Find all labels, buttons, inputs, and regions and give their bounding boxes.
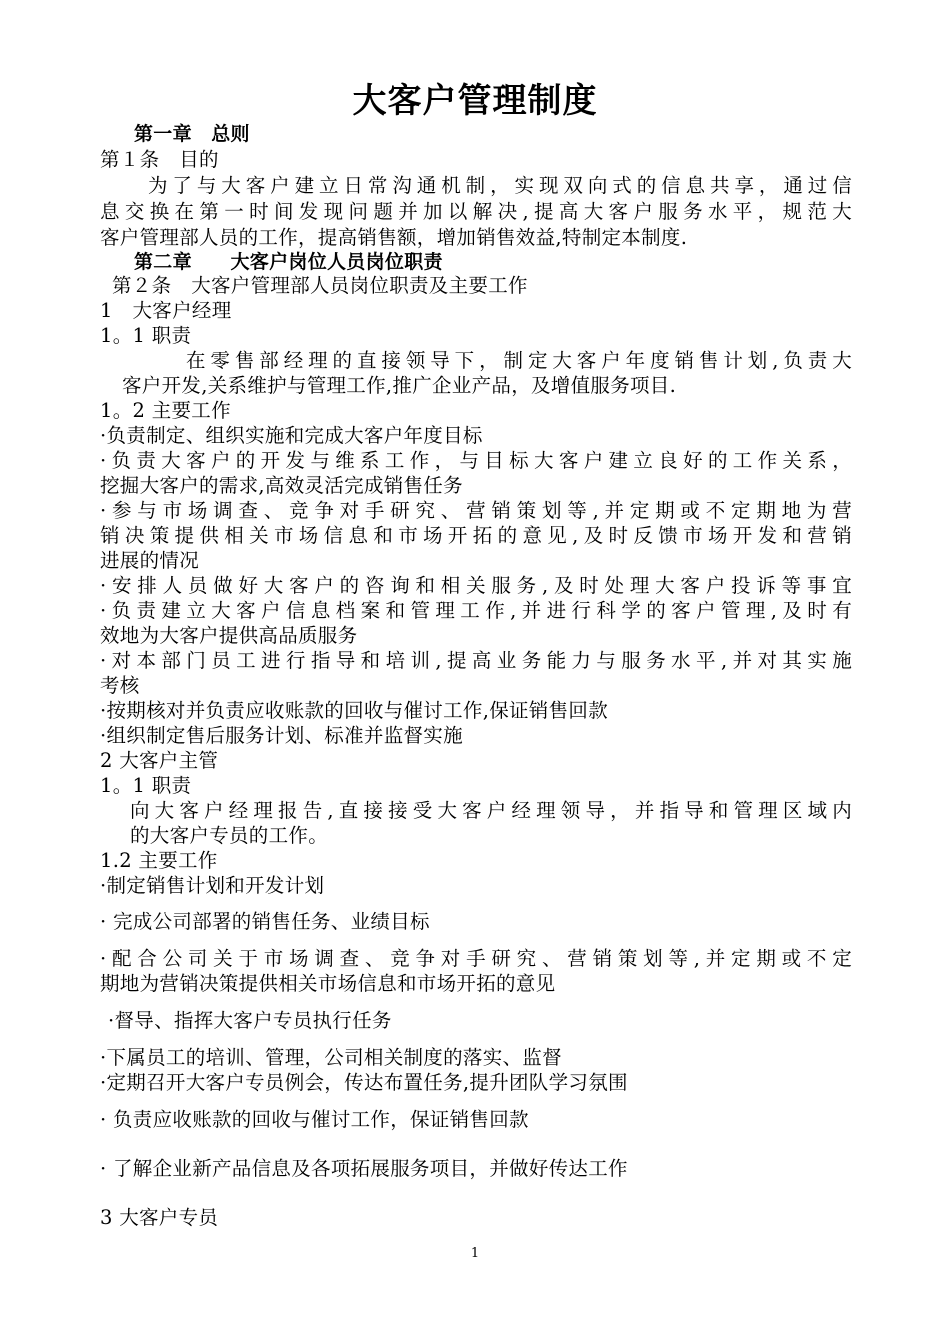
list-item: ·组织制定售后服务计划、标准并监督实施 — [100, 724, 463, 747]
paragraph-line: 在零售部经理的直接领导下，制定大客户年度销售计划,负责大 — [186, 349, 852, 372]
paragraph-line: 向大客户经理报告,直接接受大客户经理领导，并指导和管理区域内 — [130, 799, 852, 822]
page-number: 1 — [470, 1246, 480, 1261]
list-item-continuation: 期地为营销决策提供相关市场信息和市场开拓的意见 — [100, 972, 556, 995]
list-item: ·安排人员做好大客户的咨询和相关服务,及时处理大客户投诉等事宜 — [100, 574, 852, 597]
list-item: · 了解企业新产品信息及各项拓展服务项目，并做好传达工作 — [100, 1157, 628, 1180]
list-item: ·负责建立大客户信息档案和管理工作,并进行科学的客户管理,及时有 — [100, 599, 852, 622]
list-item-continuation: 进展的情况 — [100, 549, 200, 572]
paragraph-line: 为了与大客户建立日常沟通机制，实现双向式的信息共享，通过信 — [148, 174, 852, 197]
list-item-continuation: 效地为大客户提供高品质服务 — [100, 624, 358, 647]
subsection-heading: 1。1 职责 — [100, 324, 192, 347]
list-item: ·下属员工的培训、管理，公司相关制度的落实、监督 — [100, 1046, 562, 1069]
subsection-heading: 1.2 主要工作 — [100, 849, 218, 872]
list-item: ·负责大客户的开发与维系工作，与目标大客户建立良好的工作关系， — [100, 449, 852, 472]
list-item: ·制定销售计划和开发计划 — [100, 874, 325, 897]
article-1-heading: 第１条 目的 — [100, 148, 219, 171]
list-item: ·定期召开大客户专员例会，传达布置任务,提升团队学习氛围 — [100, 1071, 628, 1094]
list-item: ·对本部门员工进行指导和培训,提高业务能力与服务水平,并对其实施 — [100, 649, 852, 672]
chapter-1-heading: 第一章 总则 — [134, 123, 250, 145]
list-item-continuation: 考核 — [100, 674, 140, 697]
section-heading: 3 大客户专员 — [100, 1206, 219, 1229]
list-item: ·负责制定、组织实施和完成大客户年度目标 — [100, 424, 483, 447]
list-item-continuation: 挖掘大客户的需求,高效灵活完成销售任务 — [100, 474, 463, 497]
paragraph-line: 的大客户专员的工作。 — [130, 824, 329, 847]
section-heading: 1 大客户经理 — [100, 299, 232, 322]
list-item: ·配合公司关于市场调查、竞争对手研究、营销策划等,并定期或不定 — [100, 947, 852, 970]
article-2-heading: 第２条 大客户管理部人员岗位职责及主要工作 — [112, 274, 528, 297]
list-item: · 负责应收账款的回收与催讨工作，保证销售回款 — [100, 1108, 529, 1131]
subsection-heading: 1。1 职责 — [100, 774, 192, 797]
section-heading: 2 大客户主管 — [100, 749, 219, 772]
document-title: 大客户管理制度 — [352, 81, 598, 121]
paragraph-line: 客户管理部人员的工作，提高销售额，增加销售效益,特制定本制度. — [100, 226, 688, 249]
chapter-2-heading: 第二章 大客户岗位人员岗位职责 — [134, 251, 443, 273]
list-item: · 完成公司部署的销售任务、业绩目标 — [100, 910, 430, 933]
list-item: ·督导、指挥大客户专员执行任务 — [108, 1009, 392, 1032]
list-item-continuation: 销决策提供相关市场信息和市场开拓的意见,及时反馈市场开发和营销 — [100, 524, 852, 547]
paragraph-line: 息交换在第一时间发现问题并加以解决,提高大客户服务水平，规范大 — [100, 200, 852, 223]
subsection-heading: 1。2 主要工作 — [100, 399, 231, 422]
list-item: ·按期核对并负责应收账款的回收与催讨工作,保证销售回款 — [100, 699, 608, 722]
list-item: ·参与市场调查、竞争对手研究、营销策划等,并定期或不定期地为营 — [100, 499, 852, 522]
paragraph-line: 客户开发,关系维护与管理工作,推广企业产品，及增值服务项目. — [122, 374, 677, 397]
